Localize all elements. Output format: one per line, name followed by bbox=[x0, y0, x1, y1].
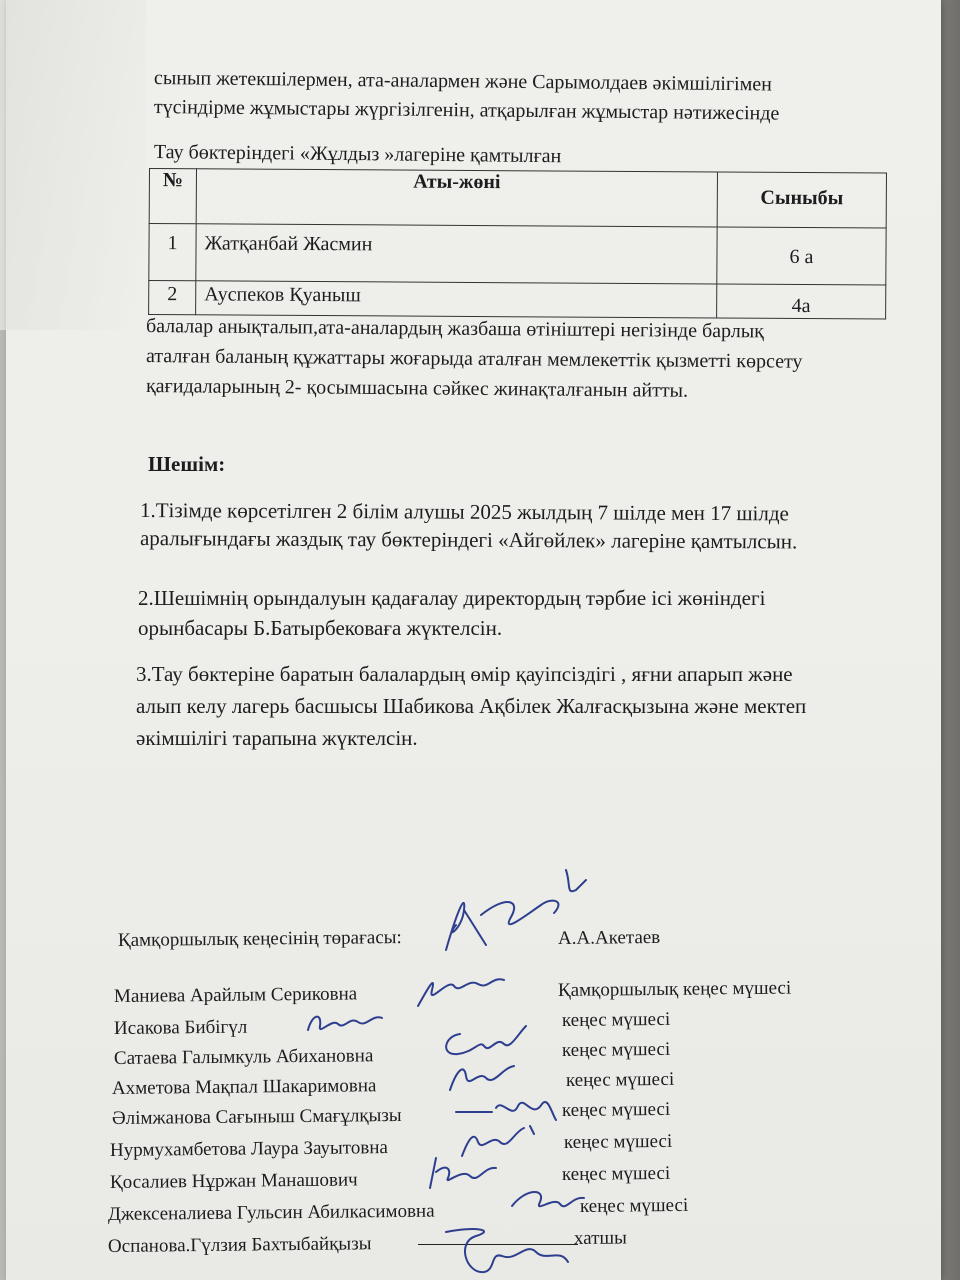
decision-point-2-line-2: орынбасары Б.Батырбековаға жүктелсін. bbox=[138, 616, 503, 640]
member-name: Әлімжанова Сағыныш Смағұлқызы bbox=[111, 1104, 402, 1129]
decision-point-3-line-2: алып келу лагерь басшысы Шабикова Ақбілек Жалғасқызына және мектеп bbox=[136, 694, 807, 718]
row-num: 2 bbox=[167, 283, 178, 306]
row-name: Жатқанбай Жасмин bbox=[204, 232, 373, 256]
table-header-row bbox=[149, 169, 886, 229]
member-role: кеңес мүшесі bbox=[561, 1008, 671, 1031]
secretary-signature-icon bbox=[436, 1222, 576, 1280]
member-signature-icon bbox=[408, 968, 518, 1012]
member-name: Нурмухамбетова Лаура Зауытовна bbox=[109, 1137, 388, 1161]
decision-point-2-line-1: 2.Шешімнің орындалуын қадағалау директордың тәрбие ісі жөніндегі bbox=[138, 586, 766, 610]
decision-point-1-line-1: 1.Тізімде көрсетілген 2 білім алушы 2025 жылдың 7 шілде мен 17 шілде bbox=[139, 498, 789, 526]
decision-point-3-line-1: 3.Тау бөктеріне баратын балалардың өмір қауіпсіздігі , яғни апарып және bbox=[136, 662, 793, 686]
students-table bbox=[148, 168, 887, 320]
intro-line-2: түсіндірме жұмыстары жүргізілгенін, атқарылған жұмыстар нәтижесінде bbox=[153, 96, 780, 125]
row-num: 1 bbox=[167, 232, 178, 255]
decision-point-1-line-2: аралығындағы жаздық тау бөктеріндегі «Айгөйлек» лагеріне қамтылсын. bbox=[139, 526, 798, 554]
member-signature-icon bbox=[302, 1004, 392, 1040]
member-name: Исакова Бибігүл bbox=[113, 1016, 248, 1039]
decision-title: Шешім: bbox=[148, 452, 226, 476]
member-name: Маниева Арайлым Сериковна bbox=[113, 983, 358, 1007]
member-role: кеңес мүшесі bbox=[561, 1098, 671, 1121]
header-class: Сыныбы bbox=[717, 172, 886, 228]
document-page bbox=[6, 0, 941, 1280]
chair-label: Қамқоршылық кеңесінің төрағасы: bbox=[117, 927, 402, 951]
member-role: кеңес мүшесі bbox=[579, 1194, 689, 1217]
intro-line-1: сынып жетекшілермен, ата-аналармен және Сарымолдаев әкімшілігімен bbox=[153, 67, 773, 96]
member-role: кеңес мүшесі bbox=[563, 1130, 673, 1153]
member-name: Ахметова Мақпал Шакаримовна bbox=[111, 1075, 377, 1099]
intro-line-3: Тау бөктеріндегі «Жұлдыз »лагеріне қамтылған bbox=[153, 141, 562, 168]
after-line-2: аталған баланың құжаттары жоғарыда аталған мемлекеттік қызметті көрсету bbox=[145, 345, 803, 373]
row-class: 4а bbox=[791, 294, 811, 318]
member-role: Қамқоршылық кеңес мүшесі bbox=[557, 977, 792, 1001]
chair-name: А.А.Акетаев bbox=[557, 926, 661, 949]
decision-point-3-line-3: әкімшілігі тарапына жүктелсін. bbox=[136, 726, 418, 750]
header-name: Аты-жөні bbox=[196, 169, 717, 227]
member-role: кеңес мүшесі bbox=[565, 1068, 675, 1091]
header-num: № bbox=[149, 169, 196, 224]
member-signature-icon bbox=[422, 1150, 512, 1194]
member-signature-icon bbox=[506, 1182, 590, 1218]
after-line-3: қағидаларының 2- қосымшасына сәйкес жинақталғанын айтты. bbox=[145, 375, 689, 402]
member-name: Сатаева Галымкуль Абихановна bbox=[113, 1045, 374, 1069]
table-row bbox=[149, 224, 886, 286]
after-line-1: балалар анықталып,ата-аналардың жазбаша өтініштері негізінде барлық bbox=[145, 315, 765, 343]
member-name: Оспанова.Гүлзия Бахтыбайқызы bbox=[107, 1233, 372, 1257]
table-row bbox=[149, 281, 886, 320]
row-class: 6 а bbox=[789, 245, 814, 269]
member-name: Джексеналиева Гульсин Абилкасимовна bbox=[107, 1200, 435, 1225]
member-name: Қосалиев Нұржан Манашович bbox=[109, 1169, 358, 1193]
member-role: кеңес мүшесі bbox=[561, 1038, 671, 1061]
member-role: хатшы bbox=[573, 1227, 627, 1249]
chair-signature-icon bbox=[426, 855, 596, 965]
member-role: кеңес мүшесі bbox=[561, 1162, 671, 1185]
row-name: Ауспеков Қуаныш bbox=[204, 283, 361, 307]
